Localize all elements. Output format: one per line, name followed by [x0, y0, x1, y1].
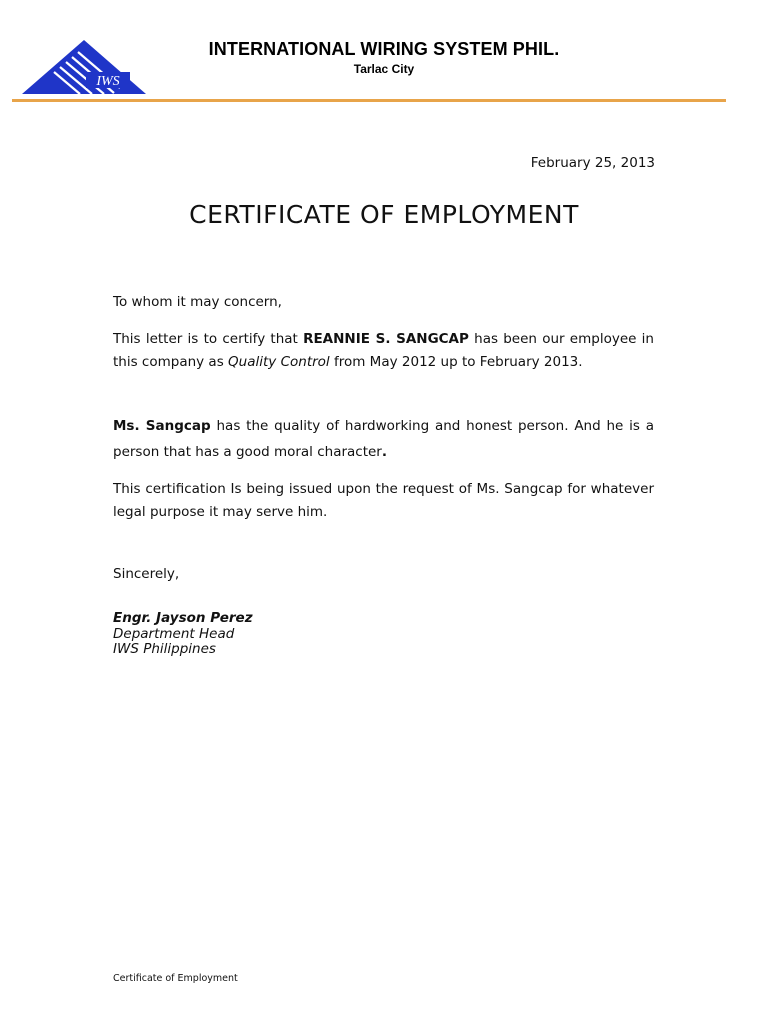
salutation: To whom it may concern, — [113, 294, 282, 310]
document-title: CERTIFICATE OF EMPLOYMENT — [189, 200, 579, 229]
signatory-company: IWS Philippines — [113, 641, 216, 657]
paragraph-text: has the quality of hardworking and honest person. And he is a person that has a good moral character — [113, 418, 655, 460]
company-name: INTERNATIONAL WIRING SYSTEM PHIL. — [208, 39, 560, 59]
signatory-name: Engr. Jayson Perez — [113, 610, 253, 626]
signature-block — [113, 611, 253, 658]
signatory-title: Department Head — [113, 625, 235, 642]
paragraph-text: has been our employee in this company as — [113, 331, 654, 370]
paragraph-text: This letter is to certify that — [113, 331, 304, 347]
logo-text: IWS — [96, 74, 120, 89]
paragraph-text: from May 2012 up to February 2013. — [329, 354, 583, 370]
employee-short-name: Ms. Sangcap — [113, 418, 211, 434]
paragraph-certification — [113, 328, 654, 374]
letter-date: February 25, 2013 — [530, 155, 655, 171]
paragraph-period: . — [381, 444, 388, 460]
employee-position: Quality Control — [228, 354, 330, 370]
company-city: Tarlac City — [353, 62, 415, 76]
header-divider — [12, 99, 726, 102]
page-footer: Certificate of Employment — [113, 973, 238, 984]
employee-name: REANNIE S. SANGCAP — [303, 331, 469, 347]
paragraph-character — [113, 413, 654, 465]
paragraph-purpose: This certification Is being issued upon the request of Ms. Sangcap for whatever legal purpose it may serve him. — [113, 481, 654, 520]
closing: Sincerely, — [113, 566, 180, 582]
